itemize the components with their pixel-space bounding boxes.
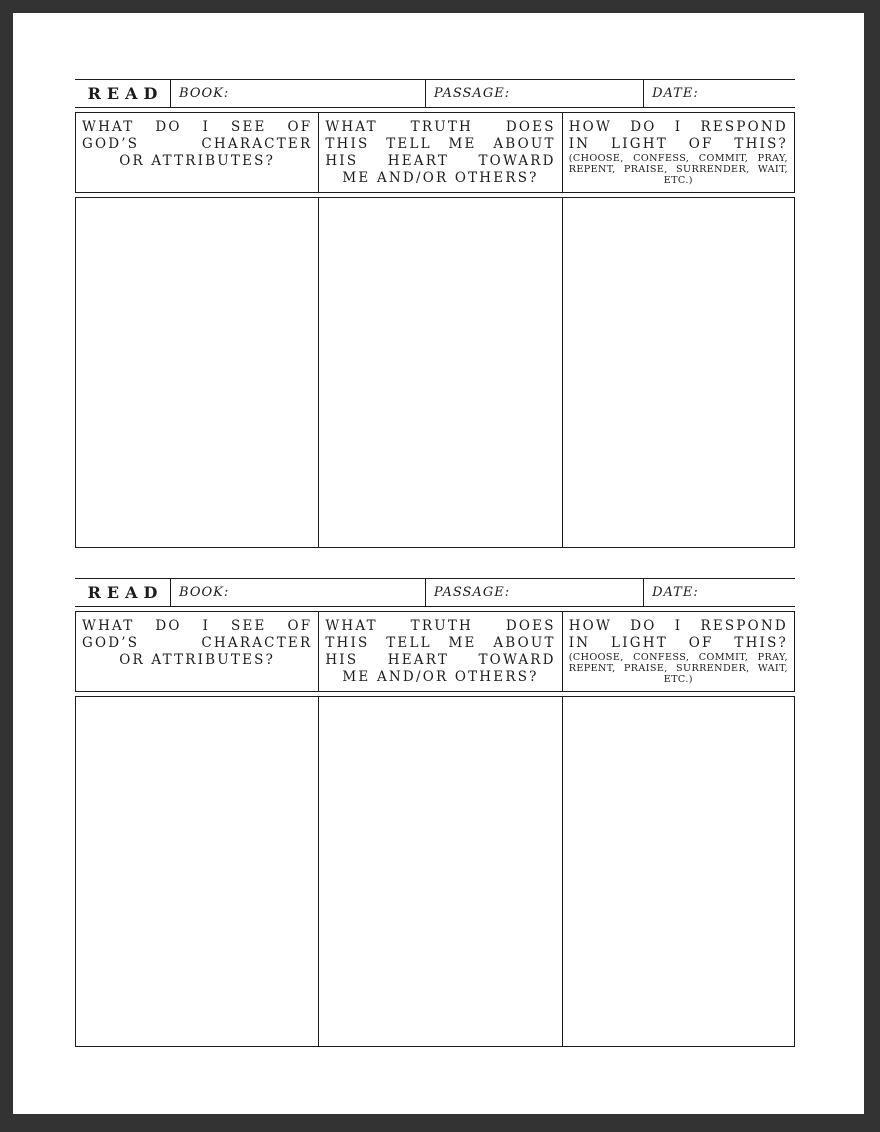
book-field-label: BOOK: bbox=[179, 585, 230, 600]
book-field-blank[interactable] bbox=[229, 579, 425, 606]
book-field-label: BOOK: bbox=[179, 86, 230, 101]
date-field-label: DATE: bbox=[652, 585, 699, 600]
passage-field-blank[interactable] bbox=[510, 579, 643, 606]
question-line: THIS TELL ME ABOUT bbox=[325, 635, 556, 651]
question-header-row bbox=[75, 611, 795, 692]
question-line: HOW DO I RESPOND bbox=[568, 618, 788, 634]
truth-answer-area[interactable] bbox=[318, 198, 561, 547]
date-field-blank[interactable] bbox=[699, 80, 795, 107]
date-field-label: DATE: bbox=[652, 86, 699, 101]
question-line: WHAT DO I SEE OF bbox=[82, 618, 313, 634]
question-subline: (CHOOSE, CONFESS, COMMIT, PRAY, bbox=[568, 652, 788, 663]
question-line: HOW DO I RESPOND bbox=[568, 119, 788, 135]
read-header-row bbox=[75, 79, 795, 108]
question-line: WHAT TRUTH DOES bbox=[325, 119, 556, 135]
question-line: THIS TELL ME ABOUT bbox=[325, 136, 556, 152]
question-line: IN LIGHT OF THIS? bbox=[568, 136, 788, 152]
answer-row bbox=[75, 197, 795, 548]
bible-study-worksheet-2 bbox=[75, 578, 795, 1047]
question-line: ME AND/OR OTHERS? bbox=[342, 669, 539, 685]
question-line: IN LIGHT OF THIS? bbox=[568, 635, 788, 651]
question-subline: ETC.) bbox=[663, 175, 693, 186]
passage-field bbox=[425, 80, 643, 107]
question-subline: REPENT, PRAISE, SURRENDER, WAIT, bbox=[568, 164, 788, 175]
question-line: ME AND/OR OTHERS? bbox=[342, 170, 539, 186]
question-subline: REPENT, PRAISE, SURRENDER, WAIT, bbox=[568, 663, 788, 674]
passage-field-blank[interactable] bbox=[510, 80, 643, 107]
passage-field-label: PASSAGE: bbox=[433, 86, 511, 101]
book-field bbox=[170, 80, 425, 107]
question-line: OR ATTRIBUTES? bbox=[119, 652, 276, 668]
answer-row bbox=[75, 696, 795, 1047]
date-field-blank[interactable] bbox=[699, 579, 795, 606]
passage-field-label: PASSAGE: bbox=[433, 585, 511, 600]
passage-field bbox=[425, 579, 643, 606]
read-label: READ bbox=[87, 84, 164, 103]
question-line: WHAT TRUTH DOES bbox=[325, 618, 556, 634]
question-line: GOD’S CHARACTER bbox=[82, 136, 313, 152]
question-line: WHAT DO I SEE OF bbox=[82, 119, 313, 135]
character-answer-area[interactable] bbox=[76, 697, 318, 1046]
question-respond-header bbox=[562, 612, 794, 691]
question-truth-header bbox=[318, 612, 561, 691]
question-header-row bbox=[75, 112, 795, 193]
read-header-row bbox=[75, 578, 795, 607]
question-respond-header bbox=[562, 113, 794, 192]
question-line: HIS HEART TOWARD bbox=[325, 652, 556, 668]
date-field bbox=[643, 80, 795, 107]
question-character-header bbox=[76, 612, 318, 691]
book-field-blank[interactable] bbox=[229, 80, 425, 107]
truth-answer-area[interactable] bbox=[318, 697, 561, 1046]
read-label: READ bbox=[87, 583, 164, 602]
question-character-header bbox=[76, 113, 318, 192]
bible-study-worksheet-1 bbox=[75, 79, 795, 548]
question-line: OR ATTRIBUTES? bbox=[119, 153, 276, 169]
respond-answer-area[interactable] bbox=[562, 198, 794, 547]
question-line: GOD’S CHARACTER bbox=[82, 635, 313, 651]
character-answer-area[interactable] bbox=[76, 198, 318, 547]
worksheet-page bbox=[13, 13, 864, 1114]
question-line: HIS HEART TOWARD bbox=[325, 153, 556, 169]
book-field bbox=[170, 579, 425, 606]
question-truth-header bbox=[318, 113, 561, 192]
question-subline: (CHOOSE, CONFESS, COMMIT, PRAY, bbox=[568, 153, 788, 164]
question-subline: ETC.) bbox=[663, 674, 693, 685]
date-field bbox=[643, 579, 795, 606]
respond-answer-area[interactable] bbox=[562, 697, 794, 1046]
